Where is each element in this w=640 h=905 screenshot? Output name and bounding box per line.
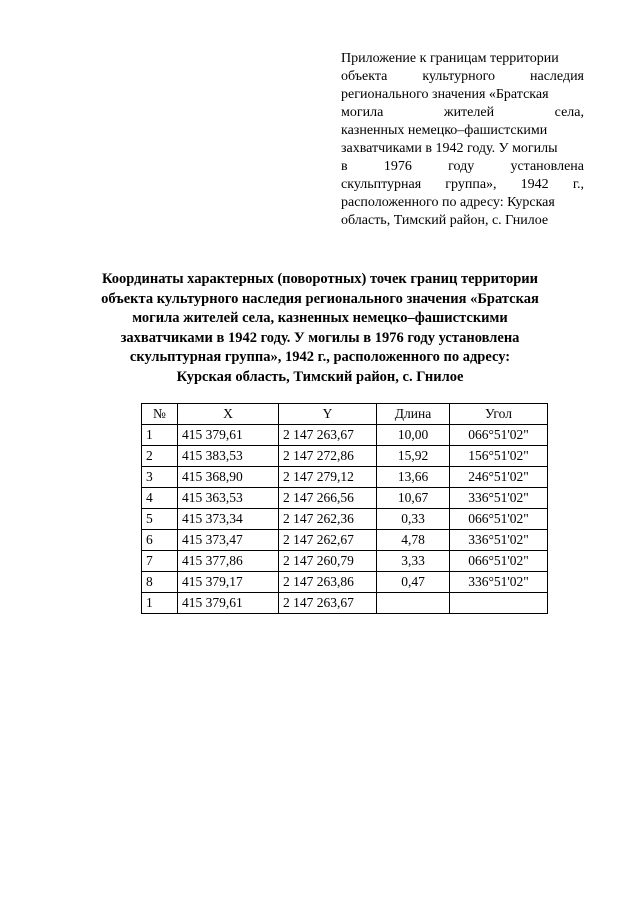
appendix-line: область, Тимский район, с. Гнилое xyxy=(341,213,549,228)
appendix-line: в 1976 году установлена xyxy=(341,159,584,174)
appendix-line: скульптурная группа», 1942 г., xyxy=(341,177,584,192)
table-row xyxy=(142,488,548,509)
coord-x: 415 373,34 xyxy=(178,509,279,530)
point-number: 4 xyxy=(142,488,178,509)
segment-length: 15,92 xyxy=(377,446,450,467)
segment-angle: 336°51'02" xyxy=(450,572,548,593)
coord-y: 2 147 262,67 xyxy=(279,530,377,551)
coord-x: 415 383,53 xyxy=(178,446,279,467)
appendix-line: могила жителей села, xyxy=(341,105,584,120)
appendix-line: казненных немецко–фашистскими xyxy=(341,123,548,138)
point-number: 7 xyxy=(142,551,178,572)
column-header-angle: Угол xyxy=(450,404,548,425)
coord-x: 415 377,86 xyxy=(178,551,279,572)
title-line: объекта культурного наследия регионального значения «Братская xyxy=(101,290,539,307)
column-header-length: Длина xyxy=(377,404,450,425)
segment-length: 4,78 xyxy=(377,530,450,551)
point-number: 3 xyxy=(142,467,178,488)
title-line: скульптурная группа», 1942 г., расположенного по адресу: xyxy=(129,349,511,365)
title-line: захватчиками в 1942 году. У могилы в 1976 году установлена xyxy=(120,329,520,346)
column-header-x: X xyxy=(178,404,279,425)
segment-length: 10,67 xyxy=(377,488,450,509)
point-number: 8 xyxy=(142,572,178,593)
appendix-line: регионального значения «Братская xyxy=(341,87,549,102)
coord-y: 2 147 279,12 xyxy=(279,467,377,488)
segment-angle: 156°51'02" xyxy=(450,446,548,467)
segment-angle: 066°51'02" xyxy=(450,425,548,446)
segment-length: 10,00 xyxy=(377,425,450,446)
table-row xyxy=(142,530,548,551)
segment-length: 0,47 xyxy=(377,572,450,593)
coord-x: 415 379,17 xyxy=(178,572,279,593)
table-row xyxy=(142,446,548,467)
coord-y: 2 147 272,86 xyxy=(279,446,377,467)
appendix-note xyxy=(341,50,584,230)
coord-y: 2 147 262,36 xyxy=(279,509,377,530)
coord-x: 415 363,53 xyxy=(178,488,279,509)
table-row xyxy=(142,572,548,593)
segment-angle: 336°51'02" xyxy=(450,488,548,509)
coord-y: 2 147 263,67 xyxy=(279,425,377,446)
segment-length: 0,33 xyxy=(377,509,450,530)
coord-y: 2 147 263,67 xyxy=(279,593,377,614)
appendix-line: захватчиками в 1942 году. У могилы xyxy=(341,141,558,156)
document-title xyxy=(80,270,560,387)
coordinates-table xyxy=(141,403,548,614)
segment-length xyxy=(377,593,450,614)
coord-x: 415 379,61 xyxy=(178,593,279,614)
title-line: Координаты характерных (поворотных) точек границ территории xyxy=(102,271,538,287)
segment-angle: 336°51'02" xyxy=(450,530,548,551)
table-row xyxy=(142,509,548,530)
point-number: 1 xyxy=(142,425,178,446)
table-header-row xyxy=(142,404,548,425)
coord-x: 415 368,90 xyxy=(178,467,279,488)
appendix-line: Приложение к границам территории xyxy=(341,51,559,66)
point-number: 6 xyxy=(142,530,178,551)
segment-angle: 246°51'02" xyxy=(450,467,548,488)
column-header-y: Y xyxy=(279,404,377,425)
table-row xyxy=(142,425,548,446)
title-line: могила жителей села, казненных немецко–фашистскими xyxy=(132,310,508,326)
segment-angle: 066°51'02" xyxy=(450,551,548,572)
coord-y: 2 147 263,86 xyxy=(279,572,377,593)
appendix-line: расположенного по адресу: Курская xyxy=(341,195,555,210)
segment-length: 3,33 xyxy=(377,551,450,572)
segment-angle: 066°51'02" xyxy=(450,509,548,530)
segment-angle xyxy=(450,593,548,614)
column-header-number: № xyxy=(142,404,178,425)
table-row xyxy=(142,593,548,614)
point-number: 2 xyxy=(142,446,178,467)
coord-y: 2 147 266,56 xyxy=(279,488,377,509)
coord-x: 415 379,61 xyxy=(178,425,279,446)
table-row xyxy=(142,551,548,572)
title-line: Курская область, Тимский район, с. Гнилое xyxy=(176,368,464,385)
point-number: 5 xyxy=(142,509,178,530)
segment-length: 13,66 xyxy=(377,467,450,488)
appendix-line: объекта культурного наследия xyxy=(341,69,584,84)
table-row xyxy=(142,467,548,488)
coord-x: 415 373,47 xyxy=(178,530,279,551)
coord-y: 2 147 260,79 xyxy=(279,551,377,572)
point-number: 1 xyxy=(142,593,178,614)
